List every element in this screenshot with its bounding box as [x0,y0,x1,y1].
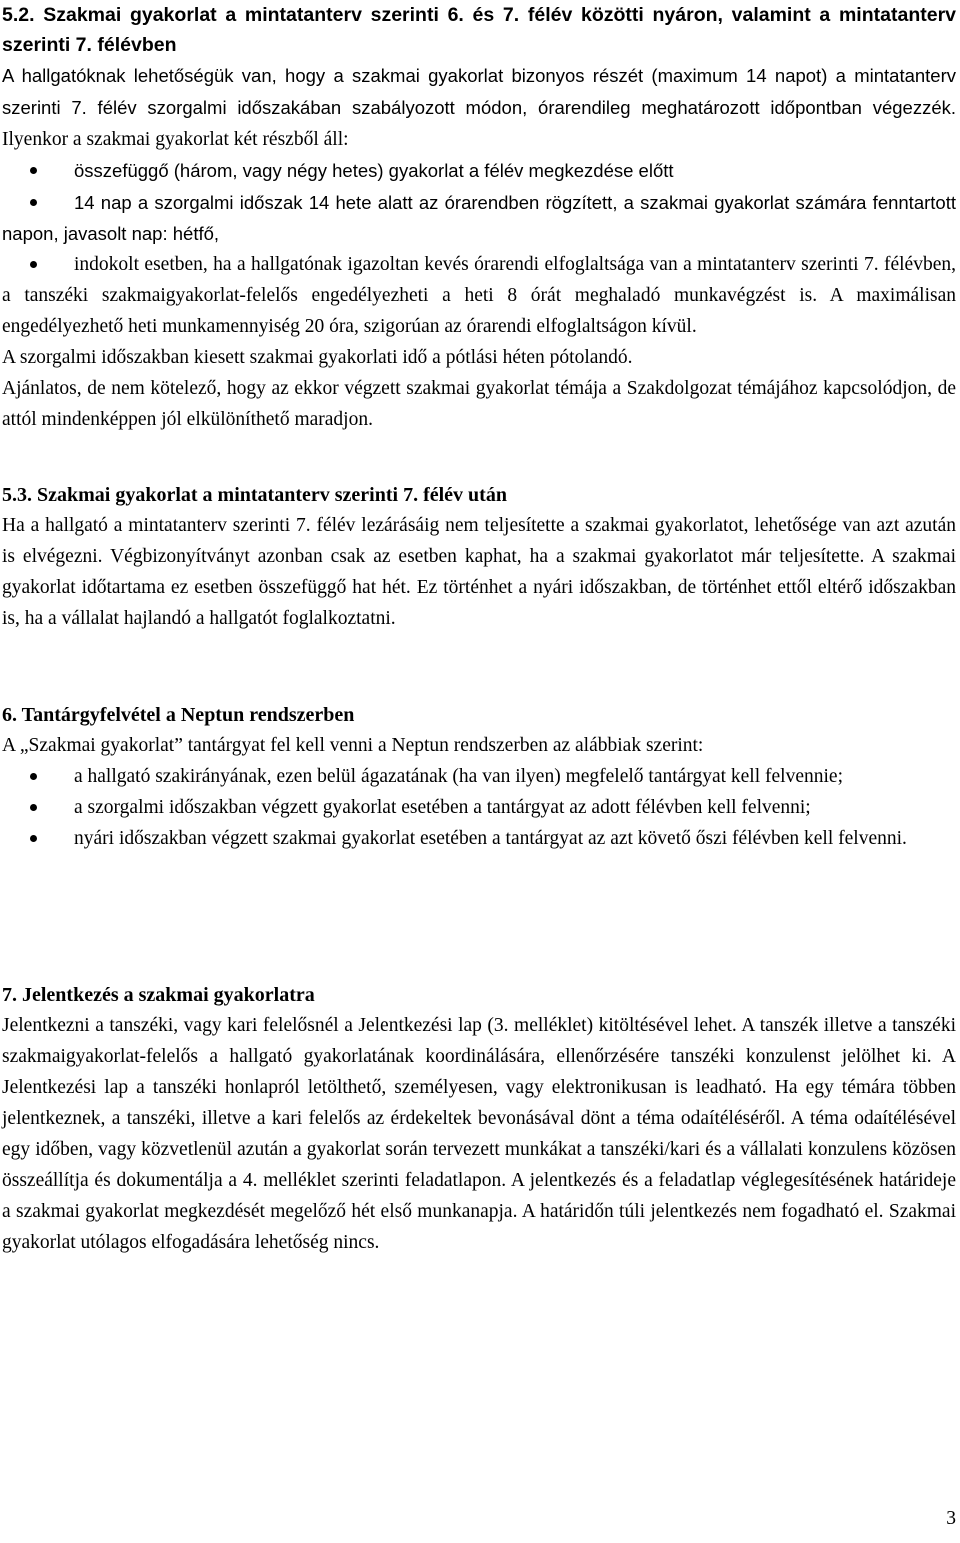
bullet-3-paragraph [2,249,956,342]
section-intro [2,60,956,155]
section-body: Jelentkezni a tanszéki, vagy kari felelősnél a Jelentkezési lap (3. melléklet) kitöltésével lehet. A tanszék illetve a tanszéki szakmaigyakorlat-felelős a hallgató gyakorlatának koordinálására, ellenőrzésére tanszéki konzulenst jelölhet ki. A Jelentkezési lap a tanszéki honlapról letölthető, személyesen, vagy elektronikusan is leadható. Ha egy témára többen jelentkeznek, a tanszéki, illetve a kari felelős az érdekeltek bevonásával dönt a téma odaítéléséről. A téma odaítélésével egy időben, vagy közvetlenül azután a gyakorlat során tervezett munkákat a tanszéki/kari és a vállalati konzulens közösen összeállítja és dokumentálja a 4. melléklet szerinti feladatlapon. A jelentkezés és a feladatlap véglegesítésének határideje a szakmai gyakorlat megkezdését megelőző hét első munkanapja. A határidőn túli jelentkezés nem fogadható el. Szakmai gyakorlat utólagos elfogadására lehetőség nincs. [2,1015,956,1253]
section-intro: A „Szakmai gyakorlat” tantárgyat fel kell venni a Neptun rendszerben az alábbiak szerint: [2,735,704,756]
list-item-text: 14 nap a szorgalmi időszak 14 hete alatt az órarendben rögzített, a szakmai gyakorlat számára fenntartott napon, javasolt nap: hétfő, [2,192,956,244]
list-item [2,761,956,792]
intro-serif-text: Ilyenkor a szakmai gyakorlat két részből áll: [2,129,349,150]
section-6 [2,700,956,854]
recommendation-paragraph: Ajánlatos, de nem kötelező, hogy az ekkor végzett szakmai gyakorlat témája a Szakdolgozat témájához kapcsolódjon, de attól mindenképpen jól elkülöníthető maradjon. [2,378,956,430]
section-heading: 5.3. Szakmai gyakorlat a mintatanterv szerinti 7. félév után [2,484,507,506]
practice-parts-list [2,155,956,187]
list-item-text: indokolt esetben, ha a hallgatónak igazoltan kevés órarendi elfoglaltsága van a mintatanterv szerinti 7. félévben, a tanszéki szakmaigyakorlat-felelős engedélyezheti a heti 8 órát meghaladó munkavégzést is. A maximálisan engedélyezhető heti munkamennyiség 20 óra, szigorúan az órarendi elfoglaltságon kívül. [2,254,956,337]
list-item [2,823,956,854]
section-5-2 [2,0,956,435]
intro-sans-text: A hallgatóknak lehetőségük van, hogy a szakmai gyakorlat bizonyos részét (maximum 14 napot) a mintatanterv szerinti 7. félév szorgalmi időszakában szabályozott módon, órarendileg meghatározott időpontban végezzék. [2,65,956,118]
bullet-icon [30,261,37,268]
section-body: Ha a hallgató a mintatanterv szerinti 7. félév lezárásáig nem teljesítette a szakmai gyakorlatot, lehetősége van azt azután is elvégezni. Végbizonyítványt azonban csak az esetben kaphat, ha a szakmai gyakorlatot már teljesítette. A szakmai gyakorlat időtartama ez esetben összefüggő hat hét. Ez történhet a nyári időszakban, de történhet ettől eltérő időszakban is, ha a vállalat hajlandó a hallgatót foglalkoztatni. [2,515,956,629]
missed-time-paragraph: A szorgalmi időszakban kiesett szakmai gyakorlati idő a pótlási héten pótolandó. [2,347,633,368]
list-item-text: nyári időszakban végzett szakmai gyakorlat esetében a tantárgyat az azt követő őszi félévben kell felvenni. [74,828,907,849]
section-5-3 [2,480,956,634]
list-item-text: a szorgalmi időszakban végzett gyakorlat esetében a tantárgyat az adott félévben kell felvenni; [74,797,811,818]
section-heading: 5.2. Szakmai gyakorlat a mintatanterv szerinti 6. és 7. félév közötti nyáron, valamint a mintatanterv szerinti 7. félévben [2,4,956,56]
page-number: 3 [946,1508,956,1529]
section-heading: 7. Jelentkezés a szakmai gyakorlatra [2,984,315,1006]
neptun-rules-list [2,761,956,854]
bullet-icon [30,199,37,206]
bullet-icon [30,773,37,780]
bullet-icon [30,167,37,174]
list-item-text: összefüggő (három, vagy négy hetes) gyakorlat a félév megkezdése előtt [74,160,674,181]
list-item [2,155,956,187]
bullet-2-paragraph [2,187,956,249]
list-item-text: a hallgató szakirányának, ezen belül ágazatának (ha van ilyen) megfelelő tantárgyat kell felvennie; [74,766,843,787]
list-item [2,792,956,823]
bullet-icon [30,804,37,811]
section-heading: 6. Tantárgyfelvétel a Neptun rendszerben [2,704,355,726]
bullet-icon [30,835,37,842]
section-7 [2,980,956,1258]
